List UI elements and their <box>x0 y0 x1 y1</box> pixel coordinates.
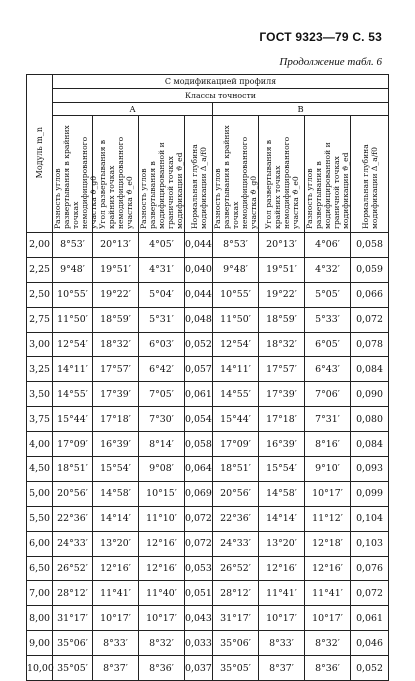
value-cell-b4: 0,093 <box>351 457 389 482</box>
column-header-b1 <box>213 116 259 233</box>
value-cell-b3: 10°17′ <box>305 481 351 506</box>
column-header-b4 <box>351 116 389 233</box>
table-row <box>27 531 389 556</box>
value-cell-a4: 0,061 <box>185 382 213 407</box>
value-cell-a2: 20°13′ <box>93 233 139 258</box>
value-cell-a3: 6°42′ <box>139 357 185 382</box>
column-header-b2 <box>259 116 305 233</box>
value-cell-b4: 0,066 <box>351 282 389 307</box>
module-cell: 2,50 <box>27 282 53 307</box>
module-cell: 3,00 <box>27 332 53 357</box>
value-cell-a3: 6°03′ <box>139 332 185 357</box>
value-cell-b2: 19°51′ <box>259 257 305 282</box>
value-cell-b3: 7°31′ <box>305 407 351 432</box>
value-cell-a4: 0,064 <box>185 457 213 482</box>
table-row <box>27 457 389 482</box>
value-cell-a2: 15°54′ <box>93 457 139 482</box>
table-row <box>27 656 389 681</box>
value-cell-b1: 20°56′ <box>213 481 259 506</box>
table-row <box>27 481 389 506</box>
value-cell-b4: 0,072 <box>351 581 389 606</box>
table-row <box>27 407 389 432</box>
value-cell-b2: 14°58′ <box>259 481 305 506</box>
value-cell-b2: 17°57′ <box>259 357 305 382</box>
value-cell-a1: 22°36′ <box>53 506 93 531</box>
module-column-header <box>27 75 53 233</box>
value-cell-a3: 8°36′ <box>139 656 185 681</box>
value-cell-b2: 17°18′ <box>259 407 305 432</box>
module-cell: 7,00 <box>27 581 53 606</box>
module-column-label: Модуль m_n <box>35 126 44 179</box>
value-cell-b1: 10°55′ <box>213 282 259 307</box>
value-cell-a1: 9°48′ <box>53 257 93 282</box>
value-cell-a3: 7°30′ <box>139 407 185 432</box>
value-cell-a4: 0,072 <box>185 506 213 531</box>
value-cell-b1: 31°17′ <box>213 606 259 631</box>
module-cell: 4,00 <box>27 432 53 457</box>
value-cell-a3: 4°31′ <box>139 257 185 282</box>
value-cell-b3: 10°17′ <box>305 606 351 631</box>
group-header: С модификацией профиля <box>53 75 389 89</box>
value-cell-b2: 14°14′ <box>259 506 305 531</box>
value-cell-b2: 17°39′ <box>259 382 305 407</box>
value-cell-a4: 0,044 <box>185 282 213 307</box>
value-cell-b1: 12°54′ <box>213 332 259 357</box>
value-cell-a2: 19°51′ <box>93 257 139 282</box>
column-header-b3 <box>305 116 351 233</box>
module-cell: 2,25 <box>27 257 53 282</box>
value-cell-a1: 12°54′ <box>53 332 93 357</box>
page-header: ГОСТ 9323—79 С. 53 <box>259 30 382 44</box>
value-cell-b2: 16°39′ <box>259 432 305 457</box>
value-cell-b4: 0,103 <box>351 531 389 556</box>
column-header-a1 <box>53 116 98 233</box>
value-cell-a3: 10°15′ <box>139 481 185 506</box>
value-cell-a3: 12°16′ <box>139 531 185 556</box>
table-row <box>27 257 389 282</box>
value-cell-a2: 10°17′ <box>93 606 139 631</box>
column-header-label: Разность углов развертывания в модифицированной и граничной точках модификации ϑ_ed <box>139 142 184 229</box>
module-cell: 5,50 <box>27 506 53 531</box>
column-header-label: Угол развертывания в крайних точках немодифицированного участка ϑ_e0 <box>263 136 300 229</box>
value-cell-b2: 8°37′ <box>259 656 305 681</box>
value-cell-a4: 0,044 <box>185 233 213 258</box>
value-cell-a2: 11°41′ <box>93 581 139 606</box>
value-cell-b2: 18°32′ <box>259 332 305 357</box>
column-header-label: Угол развертывания в крайних точках немодифицированного участка ϑ_e0 <box>97 136 134 229</box>
value-cell-b1: 18°51′ <box>213 457 259 482</box>
value-cell-b1: 35°06′ <box>213 631 259 656</box>
module-cell: 3,75 <box>27 407 53 432</box>
value-cell-b2: 19°22′ <box>259 282 305 307</box>
value-cell-a3: 9°08′ <box>139 457 185 482</box>
value-cell-a4: 0,051 <box>185 581 213 606</box>
class-b-header: В <box>213 103 389 116</box>
value-cell-a3: 10°17′ <box>139 606 185 631</box>
module-cell: 3,50 <box>27 382 53 407</box>
value-cell-a3: 7°05′ <box>139 382 185 407</box>
value-cell-a4: 0,033 <box>185 631 213 656</box>
value-cell-b3: 7°06′ <box>305 382 351 407</box>
value-cell-b3: 8°16′ <box>305 432 351 457</box>
value-cell-a1: 31°17′ <box>53 606 93 631</box>
value-cell-b1: 9°48′ <box>213 257 259 282</box>
table-row <box>27 606 389 631</box>
value-cell-a4: 0,069 <box>185 481 213 506</box>
value-cell-b1: 8°53′ <box>213 233 259 258</box>
value-cell-b4: 0,072 <box>351 307 389 332</box>
value-cell-a1: 35°06′ <box>53 631 93 656</box>
value-cell-b1: 24°33′ <box>213 531 259 556</box>
value-cell-b1: 35°05′ <box>213 656 259 681</box>
value-cell-b2: 18°59′ <box>259 307 305 332</box>
value-cell-b1: 14°55′ <box>213 382 259 407</box>
value-cell-a2: 17°18′ <box>93 407 139 432</box>
value-cell-a3: 11°10′ <box>139 506 185 531</box>
table-row <box>27 432 389 457</box>
table-row <box>27 556 389 581</box>
value-cell-b3: 11°41′ <box>305 581 351 606</box>
value-cell-b4: 0,080 <box>351 407 389 432</box>
value-cell-b4: 0,084 <box>351 432 389 457</box>
value-cell-b2: 10°17′ <box>259 606 305 631</box>
value-cell-a3: 5°04′ <box>139 282 185 307</box>
value-cell-a2: 8°37′ <box>93 656 139 681</box>
value-cell-a2: 13°20′ <box>93 531 139 556</box>
value-cell-b3: 11°12′ <box>305 506 351 531</box>
table-row <box>27 332 389 357</box>
table-row <box>27 631 389 656</box>
value-cell-b4: 0,052 <box>351 656 389 681</box>
value-cell-b4: 0,099 <box>351 481 389 506</box>
value-cell-a3: 8°32′ <box>139 631 185 656</box>
column-header-label: Разность углов развертывания в модифицированной и граничной точках модификации ϑ_ed <box>305 142 350 229</box>
value-cell-a4: 0,053 <box>185 556 213 581</box>
column-header-label: Нормальная глубина модификации Δ_a/f0 <box>360 144 379 229</box>
value-cell-b4: 0,078 <box>351 332 389 357</box>
module-cell: 4,50 <box>27 457 53 482</box>
value-cell-a3: 4°05′ <box>139 233 185 258</box>
value-cell-a2: 17°39′ <box>93 382 139 407</box>
value-cell-a4: 0,052 <box>185 332 213 357</box>
table-row <box>27 357 389 382</box>
value-cell-a4: 0,040 <box>185 257 213 282</box>
value-cell-b4: 0,046 <box>351 631 389 656</box>
module-cell: 8,00 <box>27 606 53 631</box>
value-cell-a1: 14°55′ <box>53 382 93 407</box>
value-cell-b1: 11°50′ <box>213 307 259 332</box>
value-cell-a2: 18°32′ <box>93 332 139 357</box>
value-cell-a1: 14°11′ <box>53 357 93 382</box>
column-header-a4 <box>185 116 213 233</box>
table-row <box>27 382 389 407</box>
column-header-label: Нормальная глубина модификации Δ_a/f0 <box>189 144 208 229</box>
value-cell-a1: 11°50′ <box>53 307 93 332</box>
value-cell-b3: 8°32′ <box>305 631 351 656</box>
value-cell-a1: 28°12′ <box>53 581 93 606</box>
value-cell-b4: 0,061 <box>351 606 389 631</box>
value-cell-a1: 20°56′ <box>53 481 93 506</box>
value-cell-a1: 10°55′ <box>53 282 93 307</box>
value-cell-a3: 11°40′ <box>139 581 185 606</box>
value-cell-b2: 13°20′ <box>259 531 305 556</box>
module-cell: 3,25 <box>27 357 53 382</box>
value-cell-a4: 0,054 <box>185 407 213 432</box>
value-cell-a2: 17°57′ <box>93 357 139 382</box>
value-cell-a4: 0,058 <box>185 432 213 457</box>
class-a-header: А <box>53 103 213 116</box>
value-cell-b3: 5°33′ <box>305 307 351 332</box>
column-header-a3 <box>139 116 185 233</box>
value-cell-a4: 0,043 <box>185 606 213 631</box>
value-cell-a2: 19°22′ <box>93 282 139 307</box>
value-cell-a1: 26°52′ <box>53 556 93 581</box>
value-cell-b2: 15°54′ <box>259 457 305 482</box>
value-cell-b1: 17°09′ <box>213 432 259 457</box>
module-cell: 2,75 <box>27 307 53 332</box>
value-cell-b1: 22°36′ <box>213 506 259 531</box>
value-cell-a1: 35°05′ <box>53 656 93 681</box>
value-cell-a3: 12°16′ <box>139 556 185 581</box>
value-cell-a1: 24°33′ <box>53 531 93 556</box>
value-cell-b3: 5°05′ <box>305 282 351 307</box>
value-cell-b4: 0,090 <box>351 382 389 407</box>
module-cell: 5,00 <box>27 481 53 506</box>
value-cell-a2: 16°39′ <box>93 432 139 457</box>
value-cell-b3: 6°43′ <box>305 357 351 382</box>
value-cell-b4: 0,076 <box>351 556 389 581</box>
value-cell-a4: 0,072 <box>185 531 213 556</box>
module-cell: 2,00 <box>27 233 53 258</box>
table-row <box>27 233 389 258</box>
value-cell-a4: 0,037 <box>185 656 213 681</box>
value-cell-b2: 20°13′ <box>259 233 305 258</box>
value-cell-a4: 0,057 <box>185 357 213 382</box>
value-cell-a2: 18°59′ <box>93 307 139 332</box>
value-cell-a2: 14°14′ <box>93 506 139 531</box>
value-cell-a1: 17°09′ <box>53 432 93 457</box>
data-table <box>26 74 389 681</box>
module-cell: 6,00 <box>27 531 53 556</box>
value-cell-a1: 8°53′ <box>53 233 93 258</box>
value-cell-b3: 4°32′ <box>305 257 351 282</box>
value-cell-a4: 0,048 <box>185 307 213 332</box>
subgroup-header: Классы точности <box>53 89 389 103</box>
value-cell-a1: 18°51′ <box>53 457 93 482</box>
value-cell-b3: 9°10′ <box>305 457 351 482</box>
value-cell-b3: 12°16′ <box>305 556 351 581</box>
value-cell-b3: 8°36′ <box>305 656 351 681</box>
value-cell-b2: 8°33′ <box>259 631 305 656</box>
value-cell-b1: 28°12′ <box>213 581 259 606</box>
value-cell-b2: 12°16′ <box>259 556 305 581</box>
module-cell: 10,00 <box>27 656 53 681</box>
value-cell-b4: 0,058 <box>351 233 389 258</box>
value-cell-b1: 26°52′ <box>213 556 259 581</box>
value-cell-b4: 0,084 <box>351 357 389 382</box>
column-header-label: Разность углов развертывания в крайних точках немодифицированного участка ϑ_g0 <box>53 125 98 229</box>
value-cell-a2: 14°58′ <box>93 481 139 506</box>
value-cell-b3: 12°18′ <box>305 531 351 556</box>
table-row <box>27 282 389 307</box>
table-continuation-label: Продолжение табл. 6 <box>279 56 382 68</box>
value-cell-b3: 6°05′ <box>305 332 351 357</box>
value-cell-a2: 12°16′ <box>93 556 139 581</box>
value-cell-b1: 14°11′ <box>213 357 259 382</box>
value-cell-b1: 15°44′ <box>213 407 259 432</box>
value-cell-b4: 0,104 <box>351 506 389 531</box>
value-cell-b2: 11°41′ <box>259 581 305 606</box>
value-cell-a3: 8°14′ <box>139 432 185 457</box>
value-cell-a3: 5°31′ <box>139 307 185 332</box>
value-cell-b3: 4°06′ <box>305 233 351 258</box>
module-cell: 6,50 <box>27 556 53 581</box>
column-header-a2 <box>93 116 139 233</box>
module-cell: 9,00 <box>27 631 53 656</box>
table-row <box>27 581 389 606</box>
value-cell-a1: 15°44′ <box>53 407 93 432</box>
value-cell-a2: 8°33′ <box>93 631 139 656</box>
column-header-label: Разность углов развертывания в крайних точках немодифицированного участка ϑ_g0 <box>213 125 258 229</box>
table-row <box>27 506 389 531</box>
value-cell-b4: 0,059 <box>351 257 389 282</box>
table-row <box>27 307 389 332</box>
